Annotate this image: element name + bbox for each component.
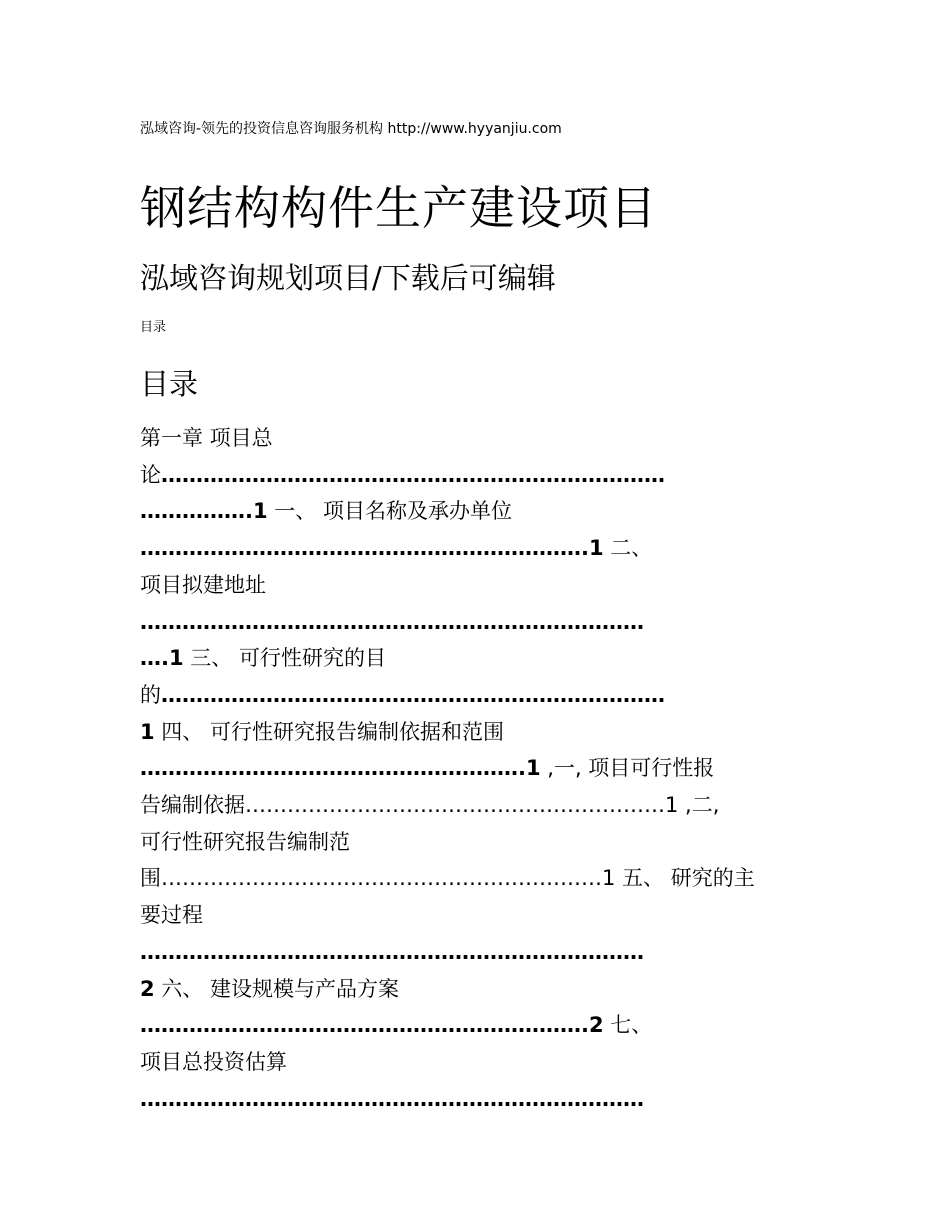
toc-text: 项目拟建地址 xyxy=(140,572,266,597)
toc-line xyxy=(140,1084,810,1114)
toc-text: 的 xyxy=(140,682,161,707)
toc-line xyxy=(140,863,810,893)
toc-line xyxy=(140,974,810,1004)
toc-line xyxy=(140,1047,810,1077)
toc-text: 可行性研究报告编制范 xyxy=(140,829,350,854)
toc-line xyxy=(140,423,810,453)
toc-line xyxy=(140,496,810,526)
page-header: 泓域咨询-领先的投资信息咨询服务机构 http://www.hyyanjiu.com xyxy=(140,121,562,137)
toc-line xyxy=(140,753,810,783)
toc-text: 六、 建设规模与产品方案 xyxy=(154,976,399,1001)
toc-dots: ……………………………………………………………… xyxy=(140,609,644,634)
toc-dots: ……………………………………………………………… xyxy=(140,1086,644,1111)
toc-dots: …………….1 xyxy=(140,499,268,524)
toc-line xyxy=(140,570,810,600)
toc-line xyxy=(140,827,810,857)
toc-text: 要过程 xyxy=(140,903,203,928)
toc-line xyxy=(140,680,810,710)
document-subtitle: 泓域咨询规划项目/下载后可编辑 xyxy=(140,261,556,295)
toc-line xyxy=(140,607,810,637)
toc-dots: ……………………………………………………….1 xyxy=(140,536,604,561)
toc-dots: ……………………………………………………………… xyxy=(161,682,665,707)
toc-text: 三、 可行性研究的目 xyxy=(183,646,386,671)
toc-text: 七、 xyxy=(603,1013,653,1038)
toc-line xyxy=(140,717,810,747)
toc-text: 二、 xyxy=(603,536,653,561)
toc-small-label: 目录 xyxy=(140,320,167,335)
toc-dots: ……………………………………………………….2 xyxy=(140,1013,604,1038)
toc-text: 围………………………………………………………1 五、 研究的主 xyxy=(140,866,755,891)
toc-text: 四、 可行性研究报告编制依据和范围 xyxy=(154,719,504,744)
document-title: 钢结构构件生产建设项目 xyxy=(140,181,657,235)
toc-line xyxy=(140,1010,810,1040)
toc-dots: ……………………………………………………………… xyxy=(140,939,644,964)
toc-text: ,一, 项目可行性报 xyxy=(540,756,715,781)
toc-dots: ……………………………………………….1 xyxy=(140,756,541,781)
toc-line xyxy=(140,643,810,673)
toc-dots: 1 xyxy=(140,719,155,744)
toc-line xyxy=(140,460,810,490)
toc-dots: ….1 xyxy=(140,646,184,671)
toc-text: 一、 项目名称及承办单位 xyxy=(267,499,512,524)
toc-dots: 2 xyxy=(140,976,155,1001)
toc-line xyxy=(140,900,810,930)
toc-line xyxy=(140,937,810,967)
toc-text: 项目总投资估算 xyxy=(140,1049,287,1074)
toc-line xyxy=(140,790,810,820)
toc-heading: 目录 xyxy=(140,367,199,401)
toc-dots: ……………………………………………………………… xyxy=(161,462,665,487)
toc-text: 论 xyxy=(140,462,161,487)
toc-text: 告编制依据……………………………………………………1 ,二, xyxy=(140,793,720,817)
toc-text: 第一章 项目总 xyxy=(140,426,273,450)
toc-line xyxy=(140,533,810,563)
